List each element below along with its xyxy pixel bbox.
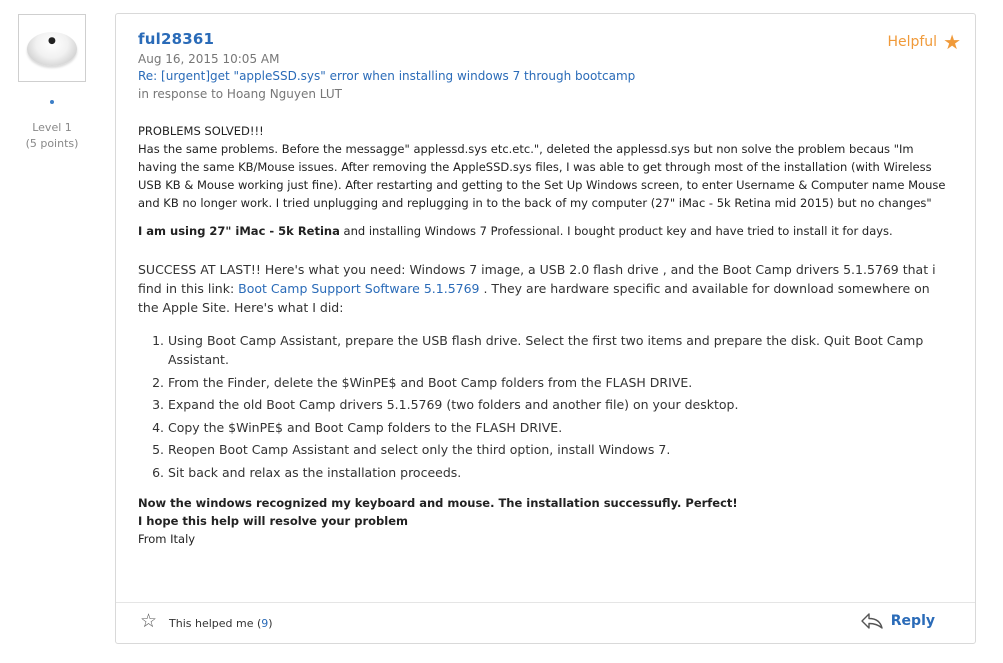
list-item: 1. Using Boot Camp Assistant, prepare the USB flash drive. Select the first two items and prepare the disk. Quit Boot Camp Assistant. [168,331,948,369]
reply-arrow-icon [861,613,883,629]
body-quote: Has the same problems. Before the messagge" applessd.sys etc.etc.", deleted the applessd.sys but non solve the problem becaus "Im having the same KB/Mouse issues. After removing the AppleSSD.sys files, I was able to get through most of the installation (with Wireless USB KB & Mouse working just fine). After restarting and getting to the Set Up Windows screen, to enter Username & Computer name Mouse and KB no longer work. I tried unplugging and replugging in to the back of my computer (27" iMac - 5k Retina mid 2015) but no changes" [138,142,946,210]
body-using-rest: and installing Windows 7 Professional. I bought product key and have tried to install it for days. [339,224,893,238]
reply-label: Reply [890,613,935,629]
star-outline-icon[interactable]: ☆ [140,610,158,632]
body-success [138,260,948,317]
post-body [138,122,948,548]
body-success-text-2: . They are hardware specific and available for download somewhere on the Apple Site. Here's what I did: [138,281,930,315]
list-item: 6. Sit back and relax as the installation proceeds. [168,463,948,482]
list-item: 3. Expand the old Boot Camp drivers 5.1.5769 (two folders and another file) on your desktop. [168,395,948,414]
helpful-badge [887,32,961,52]
body-closing-2: I hope this help will resolve your problem [138,513,408,528]
in-response-to: in response to Hoang Nguyen LUT [138,87,342,101]
avatar[interactable] [18,14,86,82]
apple-logo-icon: ● [48,36,56,46]
boot-camp-support-link[interactable]: Boot Camp Support Software 5.1.5769 [238,281,480,296]
body-using [138,222,948,240]
apple-mouse-image [27,32,77,66]
this-helped-me-button[interactable] [169,617,273,630]
post-main [116,14,975,602]
post-date: Aug 16, 2015 10:05 AM [138,52,280,66]
body-using-bold: I am using 27" iMac - 5k Retina [138,224,340,238]
author-name-link[interactable]: ful28361 [138,30,215,48]
helped-close: ) [268,617,273,630]
body-solved: PROBLEMS SOLVED!!! [138,124,264,138]
body-closing-3: From Italy [138,531,196,546]
reply-button[interactable] [861,613,935,629]
helped-count[interactable]: 9 [261,617,269,630]
body-success-text: SUCCESS AT LAST!! Here's what you need: Windows 7 image, a USB 2.0 flash drive , and the Boot Camp drivers 5.1.5769 that i find in this link: [138,262,936,296]
list-item: 5. Reopen Boot Camp Assistant and select only the third option, install Windows 7. [168,440,948,459]
post-footer [116,602,975,644]
online-status-dot [50,100,54,104]
post-subject-link[interactable]: Re: [urgent]get "appleSSD.sys" error when installing windows 7 through bootcamp [138,69,636,83]
level-label: Level 1 [32,121,72,134]
list-item: 2. From the Finder, delete the $WinPE$ and Boot Camp folders from the FLASH DRIVE. [168,373,948,392]
star-filled-icon: ★ [943,30,961,54]
author-level [0,120,104,152]
body-closing-1: Now the windows recognized my keyboard and mouse. The installation successufly. Perfect! [138,495,738,510]
helped-label: This helped me ( [169,617,262,630]
steps-list [138,331,948,482]
helpful-label: Helpful [887,34,938,50]
list-item: 4. Copy the $WinPE$ and Boot Camp folders to the FLASH DRIVE. [168,418,948,437]
points-label: (5 points) [25,137,79,150]
post-card [115,13,976,644]
